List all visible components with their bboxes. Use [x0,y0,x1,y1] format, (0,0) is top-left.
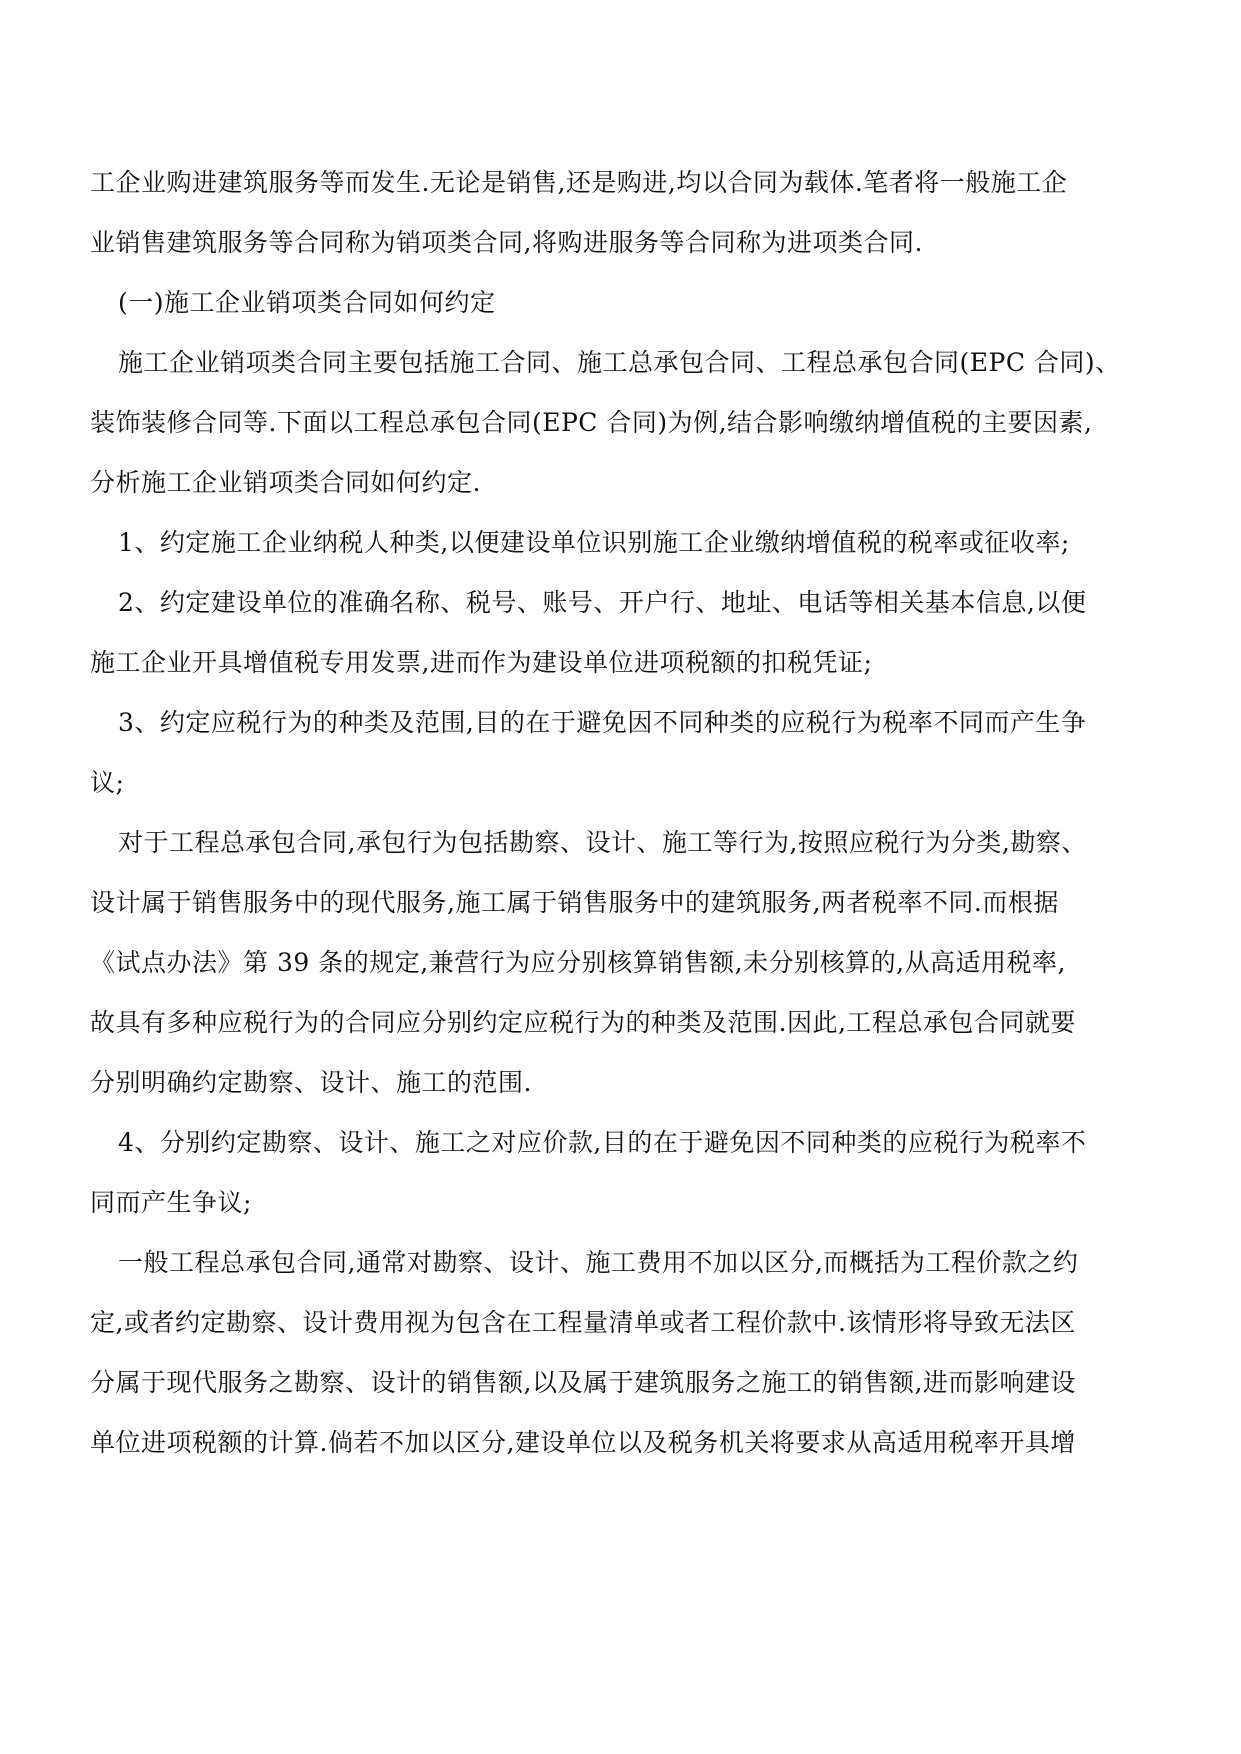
list-item-2-line-2: 施工企业开具增值税专用发票,进而作为建设单位进项税额的扣税凭证; [90,648,873,677]
list-item-3-line-2: 议; [90,768,125,797]
paragraph-line-14: 《试点办法》第 39 条的规定,兼营行为应分别核算销售额,未分别核算的,从高适用税率, [90,948,1066,977]
paragraph-line-6: 分析施工企业销项类合同如何约定. [90,468,481,497]
list-item-3-line-1: 3、约定应税行为的种类及范围,目的在于避免因不同种类的应税行为税率不同而产生争 [118,708,1087,737]
paragraph-line-4: 施工企业销项类合同主要包括施工合同、施工总承包合同、工程总承包合同(EPC 合同)、 [118,348,1121,377]
paragraph-line-21: 分属于现代服务之勘察、设计的销售额,以及属于建筑服务之施工的销售额,进而影响建设 [90,1368,1076,1397]
list-item-4-line-1: 4、分别约定勘察、设计、施工之对应价款,目的在于避免因不同种类的应税行为税率不 [118,1128,1087,1157]
paragraph-line-5: 装饰装修合同等.下面以工程总承包合同(EPC 合同)为例,结合影响缴纳增值税的主要因素, [90,408,1093,437]
paragraph-line-19: 一般工程总承包合同,通常对勘察、设计、施工费用不加以区分,而概括为工程价款之约 [118,1248,1079,1277]
section-heading: (一)施工企业销项类合同如何约定 [118,288,496,317]
paragraph-line-20: 定,或者约定勘察、设计费用视为包含在工程量清单或者工程价款中.该情形将导致无法区 [90,1308,1076,1337]
list-item-4-line-2: 同而产生争议; [90,1188,252,1217]
paragraph-line-13: 设计属于销售服务中的现代服务,施工属于销售服务中的建筑服务,两者税率不同.而根据 [90,888,1059,917]
paragraph-line-22: 单位进项税额的计算.倘若不加以区分,建设单位以及税务机关将要求从高适用税率开具增 [90,1428,1076,1457]
paragraph-line-1: 工企业购进建筑服务等而发生.无论是销售,还是购进,均以合同为载体.笔者将一般施工企 [90,168,1068,197]
list-item-1: 1、约定施工企业纳税人种类,以便建设单位识别施工企业缴纳增值税的税率或征收率; [118,528,1070,557]
paragraph-line-12: 对于工程总承包合同,承包行为包括勘察、设计、施工等行为,按照应税行为分类,勘察、 [118,828,1087,857]
paragraph-line-2: 业销售建筑服务等合同称为销项类合同,将购进服务等合同称为进项类合同. [90,228,923,257]
list-item-2-line-1: 2、约定建设单位的准确名称、税号、账号、开户行、地址、电话等相关基本信息,以便 [118,588,1087,617]
paragraph-line-15: 故具有多种应税行为的合同应分别约定应税行为的种类及范围.因此,工程总承包合同就要 [90,1008,1076,1037]
paragraph-line-16: 分别明确约定勘察、设计、施工的范围. [90,1068,532,1097]
